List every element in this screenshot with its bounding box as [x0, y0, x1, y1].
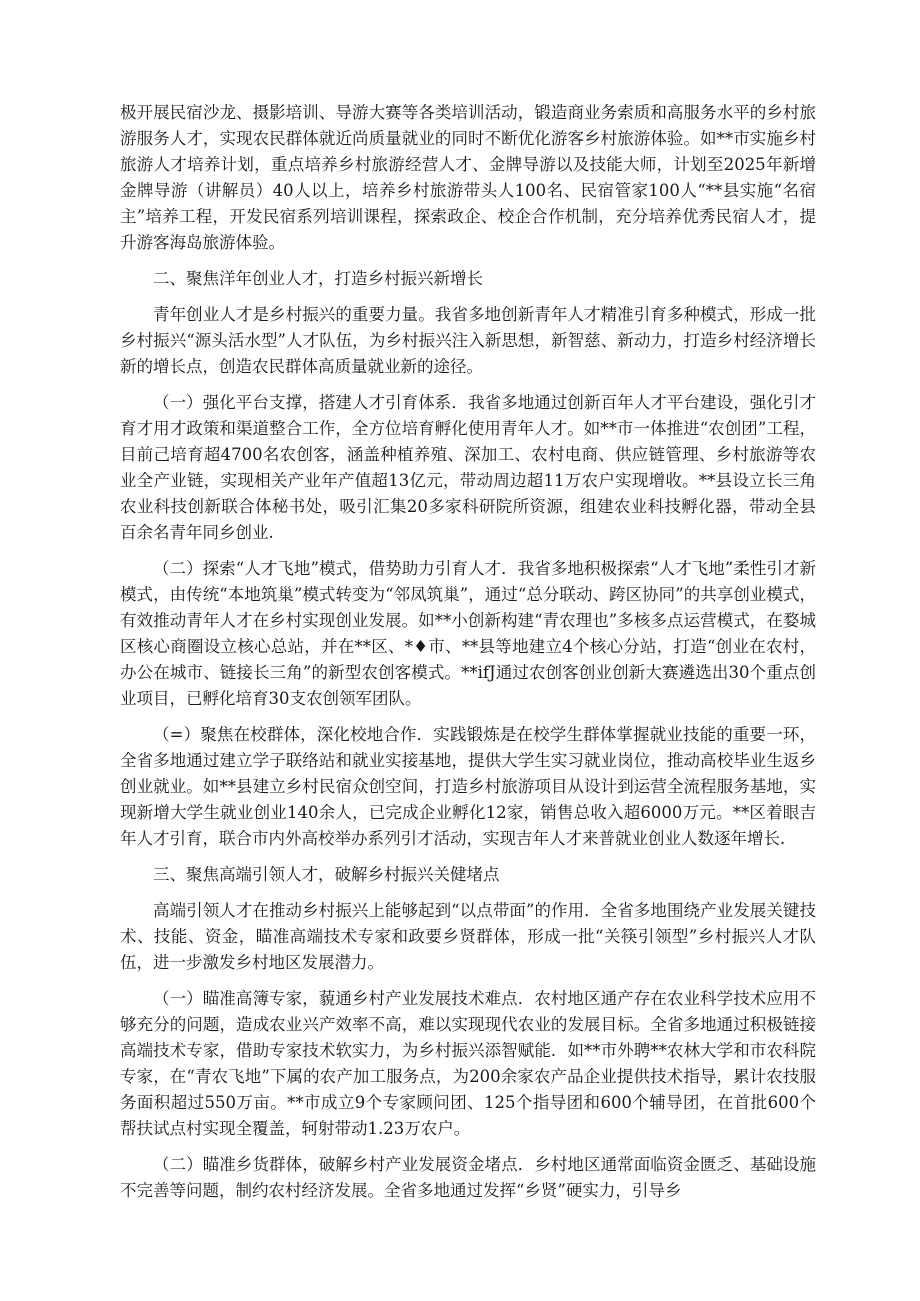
paragraph-campus-cooperation: （=）聚焦在校群体，深化校地合作．实践锻炼是在校学生群体掌握就业技能的重要一环，全省多地通过建立学子联络站和就业实接基地，提供大学生实习就业岗位，推动高校毕业生返乡创业就业。如**县建立乡村民宿众创空间，打造乡村旅游项目从设计到运营全流程服务基地，实现新增大学生就业创业140余人，已完成企业孵化12家，销售总收入超6000万元。**区着眼吉年人才引育，联合市内外高校举办系列引才活动，实现吉年人才来普就业创业人数逐年增长.	[120, 725, 816, 848]
paragraph-continuation: 极开展民宿沙龙、摄影培训、导游大赛等各类培训活动，锻造商业务索质和高服务水平的乡村旅游服务人才，实现农民群体就近尚质量就业的同时不断优化游客乡村旅游体验。如**市实施乡村旅游人才培养计划，重点培养乡村旅游经营人才、金牌导游以及技能大师，计划至2025年新增金牌导游（讲解员）40人以上，培养乡村旅游带头人100名、民宿管家100人“**县实施“名宿主”培养工程，开发民宿系列培训课程，探索政企、校企合作机制，充分培养优秀民宿人才，提升游客海岛旅游体验。	[120, 103, 816, 252]
paragraph-experts: （一）瞄准高簿专家，藐通乡村产业发展技术难点．农村地区通产存在农业科学技术应用不够充分的问题，造成农业兴产效率不高，难以实现现代农业的发展目标。全省多地通过积极链接高端技术专家，借助专家技术软实力，为乡村振兴添智赋能．如**市外聘**农林大学和市农科院专家，在“青农飞地”下属的农产加工服务点，为200余家农产品企业提供技术指导，累计农技服务面积超过550万亩。**市成立9个专家顾问团、125个指导团和600个辅导团，在首批600个帮扶试点村实现全覆盖，轲射带动1.23万农户。	[120, 989, 816, 1138]
paragraph-youth-intro: 青年创业人才是乡村振兴的重要力量。我省多地创新青年人才精准引育多种模式，形成一批乡村振兴“源头活水型”人才队伍，为乡村振兴注入新思想，新智慈、新动力，打造乡村经济增长新的增长点，创造农民群体高质量就业新的途径。	[120, 305, 816, 376]
section-heading-3: 三、聚焦高端引领人才，破解乡村振兴关健堵点	[153, 865, 500, 884]
paragraph-talent-enclave: （二）探索“人才飞地”模式，借势助力引育人才．我省多地积极探索“人才飞地”柔性引才新模式，由传统“本地筑巢”模式转变为“邻凤筑巢”，通过“总分联动、跨区协同”的共享创业模式，有效推动青年人才在乡村实现创业发展。如**小创新构建“青农理也”多核多点运营模式，在婺城区核心商圈设立核心总站，并在**区、*♦市、**县等地建立4个核心分站，打造“创业在农村，办公在城市、链接长三角”的新型农创客模式。**ifJ通过农创客创业创新大赛遴选出30个重点创业项目，已孵化培育30支农创领军团队。	[120, 559, 816, 708]
paragraph-platform-support: （一）强化平台支撑，搭建人才引育体系．我省多地通过创新百年人才平台建设，强化引才育才用才政策和渠道整合工作，全方位培育孵化使用青年人才。如**市一体推进“农创团”工程，目前己培育超4700名农创客，涵盖种植养殖、深加工、农村电商、供应链管理、乡村旅游等农业全产业链，实现相关产业年产值超13亿元，带动周边超11万农户实现增收。**县设立长三角农业科技创新联合体秘书处，吸引汇集20多家科研院所资源，组建农业科技孵化器，带动全县百余名青年同乡创业.	[120, 393, 816, 542]
paragraph-gentry-group: （二）瞄准乡货群体，破解乡村产业发展资金堵点．乡村地区通常面临资金匮乏、基础设施不完善等问题，制约农村经济发展。全省多地通过发挥“乡贤”硬实力，引导乡	[120, 1155, 816, 1200]
section-heading-2: 二、聚焦洋年创业人才，打造乡村振兴新增长	[153, 269, 483, 288]
paragraph-high-end-intro: 高端引领人才在推动乡村振兴上能够起到“以点带面”的作用．全省多地围绕产业发展关键技术、技能、资金，瞄准高端技术专家和政要乡贤群体，形成一批“关筷引领型”乡村振兴人才队伍，进一步激发乡村地区发展潜力。	[120, 901, 816, 972]
